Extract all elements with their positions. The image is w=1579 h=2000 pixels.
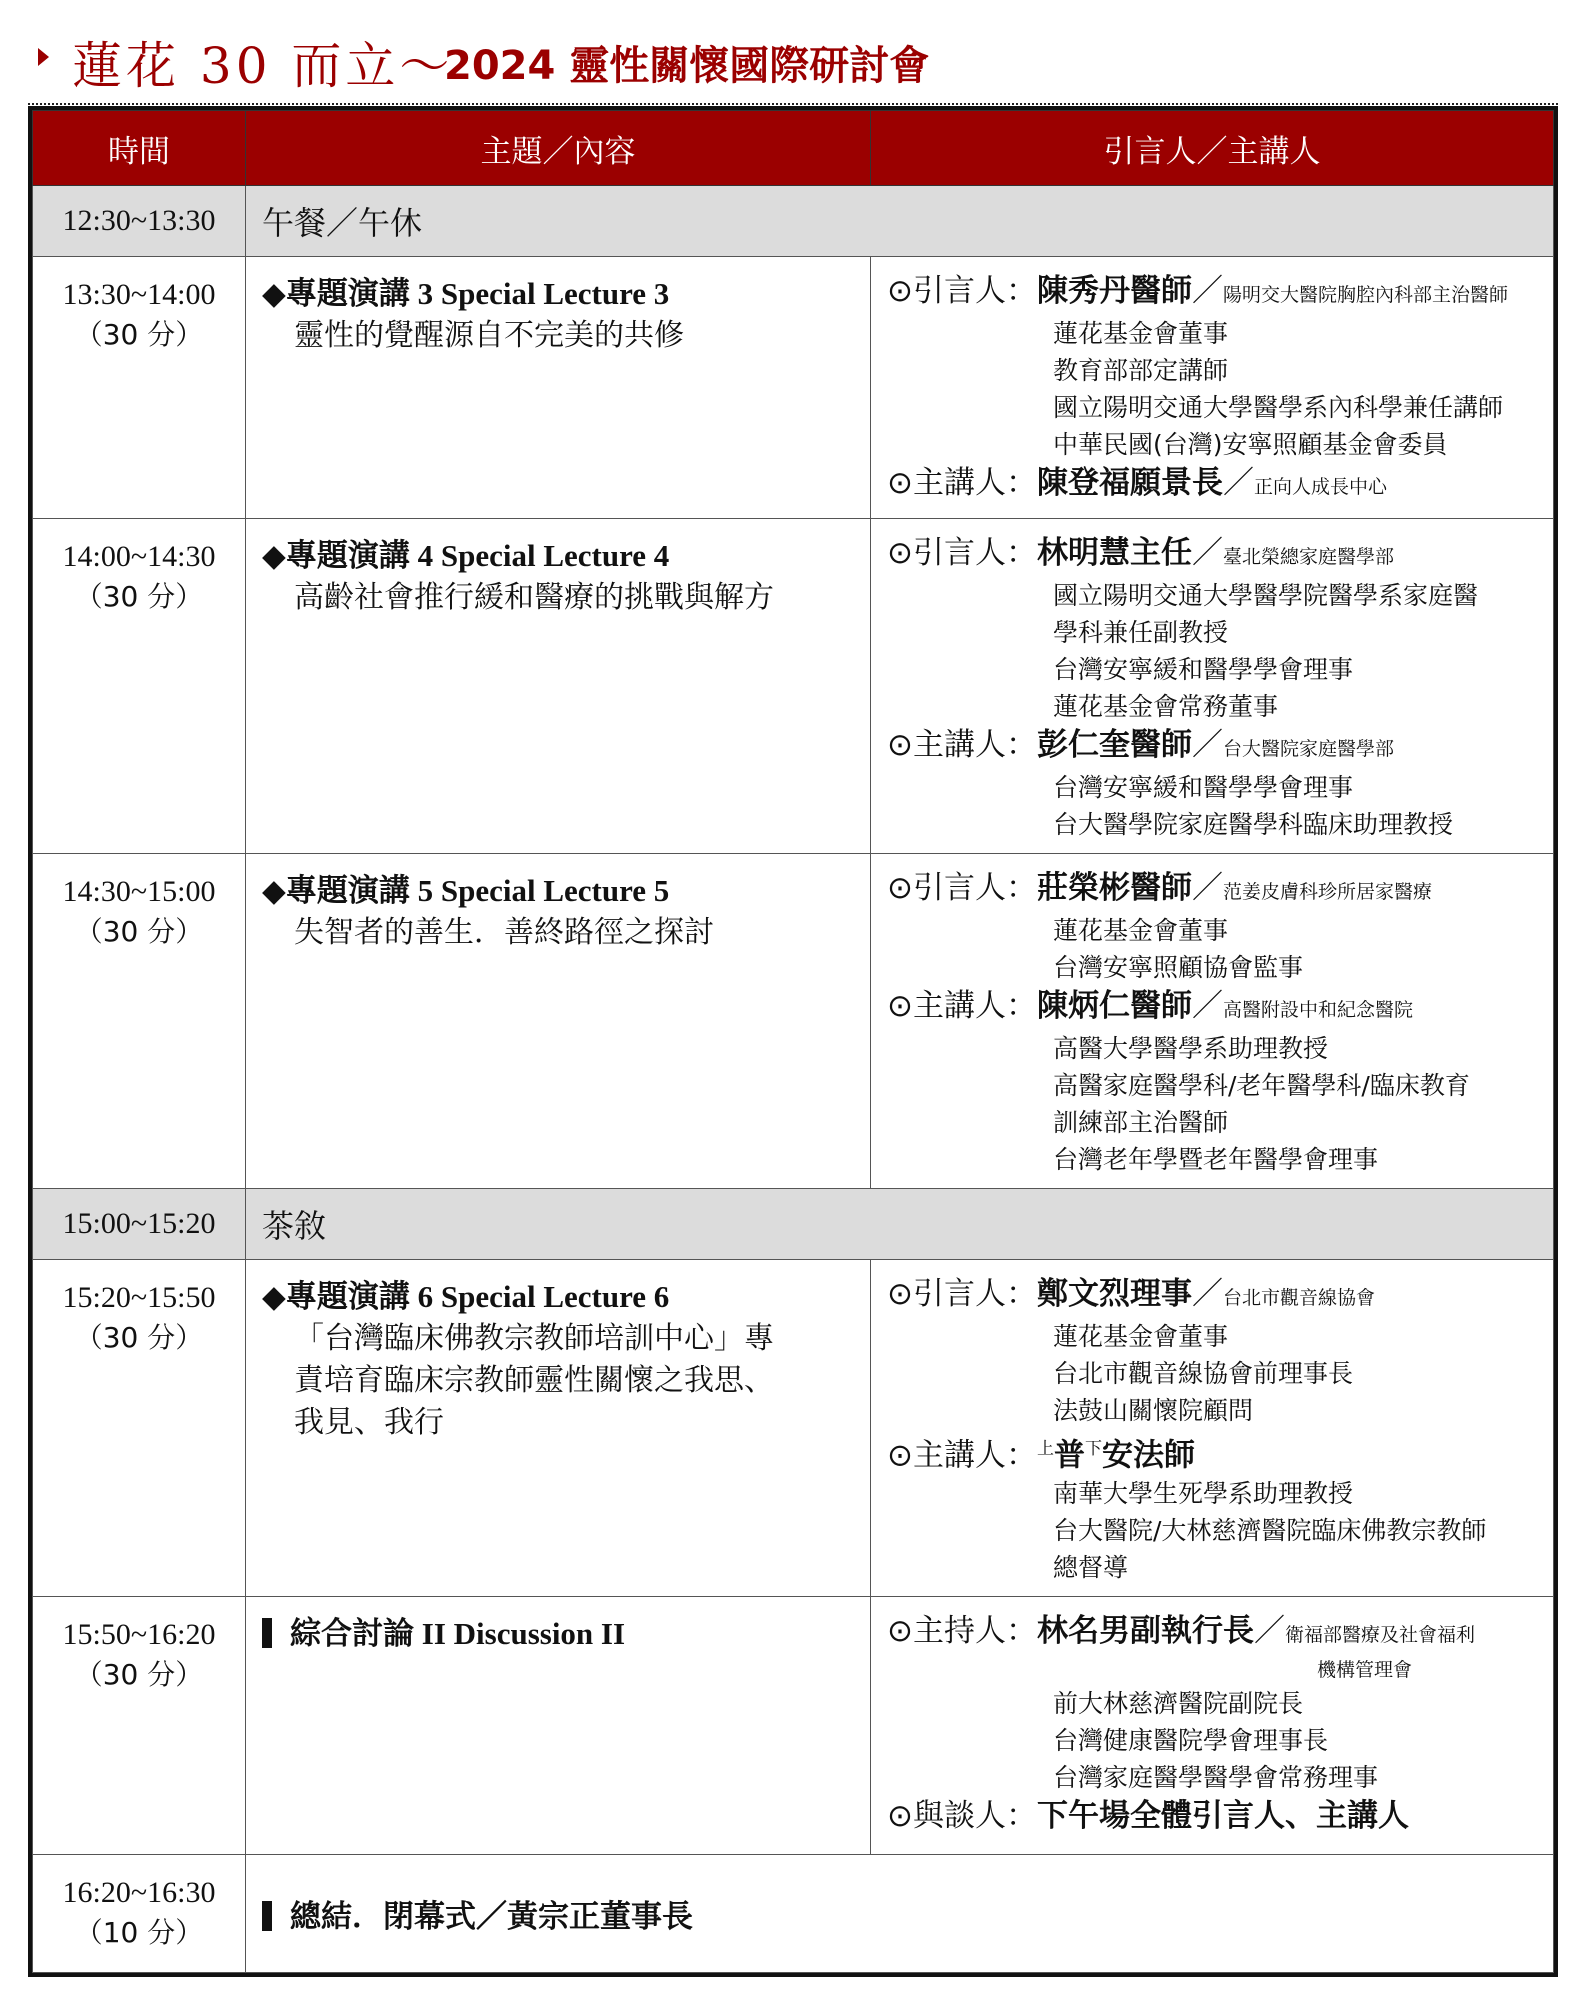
credential: 台灣安寧照顧協會監事 xyxy=(1053,953,1304,982)
person-name: 鄭文烈理事 xyxy=(1036,1276,1192,1312)
topic-cell xyxy=(246,519,871,854)
person-name: 林名男副執行長 xyxy=(1036,1613,1254,1650)
session-row-lecture-5 xyxy=(33,854,1554,1189)
session-row-lecture-6 xyxy=(33,1260,1554,1597)
speaker-line xyxy=(887,463,1543,507)
credential: 台大醫院/大林慈濟醫院臨床佛教宗教師 xyxy=(1053,1516,1487,1546)
diamond-bullet-icon: ◆ xyxy=(262,276,286,311)
speakers-cell xyxy=(871,1597,1554,1855)
topic-heading xyxy=(262,273,858,315)
person-name-part: 普 xyxy=(1053,1437,1085,1474)
session-row-discussion-2 xyxy=(33,1597,1554,1855)
speakers-cell xyxy=(871,257,1554,519)
role-label: ⊙引言人： xyxy=(887,535,1037,571)
affiliation-continued: 機構管理會 xyxy=(1317,1659,1413,1682)
speakers-cell xyxy=(871,854,1554,1189)
speakers-cell xyxy=(871,1260,1554,1597)
break-row-tea xyxy=(33,1189,1554,1260)
topic-subtitle: 失智者的善生．善終路徑之探討 xyxy=(294,915,714,950)
diamond-bullet-icon: ◆ xyxy=(262,1279,286,1314)
topic-heading xyxy=(262,535,858,577)
person-name: 莊榮彬醫師 xyxy=(1036,870,1192,906)
topic-heading-cjk: 綜合討論 xyxy=(290,1616,414,1653)
credential: 蓮花基金會董事 xyxy=(1053,319,1229,348)
affiliation: 台大醫院家庭醫學部 xyxy=(1222,738,1394,760)
topic-heading-cjk: 專題演講 xyxy=(285,1279,410,1315)
page-header xyxy=(34,20,1554,95)
person-name: 林明慧主任 xyxy=(1036,535,1192,571)
duration: （30 分） xyxy=(74,318,204,351)
topic-heading-en: 4 Special Lecture 4 xyxy=(409,538,670,573)
name-separator: ／ xyxy=(1191,988,1223,1024)
topic-heading xyxy=(262,1613,858,1655)
break-title: 茶敘 xyxy=(246,1189,1554,1260)
diamond-bullet-icon: ◆ xyxy=(262,538,286,573)
person-name: 陳登福願景長 xyxy=(1036,465,1223,501)
credential: 台北市觀音線協會前理事長 xyxy=(1053,1359,1354,1388)
topic-subtitle: 我見、我行 xyxy=(294,1405,444,1440)
role-label: ⊙主講人： xyxy=(887,1437,1037,1474)
duration: （30 分） xyxy=(74,580,204,613)
credential: 蓮花基金會董事 xyxy=(1053,1322,1229,1351)
role-label: ⊙引言人： xyxy=(887,273,1037,309)
name-prefix-up: 上 xyxy=(1036,1439,1054,1459)
time-cell xyxy=(33,519,246,854)
topic-subtitle: 責培育臨床宗教師靈性關懷之我思、 xyxy=(294,1363,774,1398)
column-header-speakers: 引言人／主講人 xyxy=(871,111,1554,186)
topic-heading-cjk: 專題演講 xyxy=(285,873,410,909)
triangle-marker-icon xyxy=(38,48,49,66)
break-title: 午餐／午休 xyxy=(246,186,1554,257)
speaker-line xyxy=(887,986,1543,1030)
credential: 高醫大學醫學系助理教授 xyxy=(1053,1034,1329,1063)
topic-heading-en: 6 Special Lecture 6 xyxy=(409,1279,670,1314)
page-title: 2024 靈性關懷國際研討會 xyxy=(444,43,930,89)
person-name-part: 安法師 xyxy=(1101,1437,1195,1474)
credential: 總督導 xyxy=(1053,1553,1129,1583)
time-range: 15:20~15:50 xyxy=(62,1281,216,1314)
header-script-text: 蓮花 30 而立～ xyxy=(72,37,454,95)
topic-heading xyxy=(262,870,858,912)
closing-title-cell xyxy=(246,1855,1554,1973)
topic-subtitle: 「台灣臨床佛教宗教師培訓中心」專 xyxy=(294,1321,774,1356)
affiliation: 台北市觀音線協會 xyxy=(1222,1287,1375,1309)
time-cell xyxy=(33,1855,246,1973)
name-separator: ／ xyxy=(1253,1613,1285,1650)
credential: 訓練部主治醫師 xyxy=(1053,1108,1229,1137)
credential: 教育部部定講師 xyxy=(1053,356,1229,385)
affiliation: 高醫附設中和紀念醫院 xyxy=(1222,999,1413,1021)
credential: 南華大學生死學系助理教授 xyxy=(1053,1479,1354,1509)
time-range: 13:30~14:00 xyxy=(62,278,216,311)
name-prefix-down: 下 xyxy=(1084,1439,1102,1459)
duration: （30 分） xyxy=(74,1658,204,1692)
speaker-line xyxy=(887,1429,1543,1475)
session-row-lecture-3 xyxy=(33,257,1554,519)
time-cell xyxy=(33,854,246,1189)
affiliation: 范姜皮膚科珍所居家醫療 xyxy=(1222,881,1432,903)
duration: （30 分） xyxy=(74,1321,204,1354)
moderator-line xyxy=(887,1274,1543,1318)
credential: 台灣健康醫院學會理事長 xyxy=(1053,1726,1329,1756)
name-separator: ／ xyxy=(1191,1276,1223,1312)
time-cell: 12:30~13:30 xyxy=(33,186,246,257)
header-divider xyxy=(28,103,1558,105)
moderator-line xyxy=(887,271,1543,315)
time-cell xyxy=(33,257,246,519)
role-label: ⊙主講人： xyxy=(887,465,1037,501)
moderator-line xyxy=(887,533,1543,577)
topic-cell xyxy=(246,1597,871,1855)
session-row-closing xyxy=(33,1855,1554,1973)
closing-title: 總結．閉幕式／黃宗正董事長 xyxy=(290,1899,693,1936)
credential: 台大醫學院家庭醫學科臨床助理教授 xyxy=(1053,810,1454,839)
role-label: ⊙主講人： xyxy=(887,988,1037,1024)
credential: 國立陽明交通大學醫學院醫學系家庭醫 xyxy=(1053,581,1479,610)
panelist-line xyxy=(887,1796,1543,1836)
name-separator: ／ xyxy=(1191,535,1223,571)
topic-heading-en: 3 Special Lecture 3 xyxy=(409,276,670,311)
credential: 台灣安寧緩和醫學學會理事 xyxy=(1053,773,1354,802)
time-cell xyxy=(33,1260,246,1597)
topic-heading xyxy=(262,1276,858,1318)
speaker-line xyxy=(887,725,1543,769)
credential: 台灣安寧緩和醫學學會理事 xyxy=(1053,655,1354,684)
duration: （30 分） xyxy=(74,915,204,948)
duration: （10 分） xyxy=(74,1916,204,1950)
time-range: 14:30~15:00 xyxy=(62,875,216,908)
topic-subtitle: 靈性的覺醒源自不完美的共修 xyxy=(294,318,684,353)
affiliation: 臺北榮總家庭醫學部 xyxy=(1222,546,1394,568)
host-line xyxy=(887,1611,1543,1655)
name-separator: ／ xyxy=(1191,273,1223,309)
topic-heading-cjk: 專題演講 xyxy=(285,276,410,312)
role-label: ⊙主持人： xyxy=(887,1613,1037,1650)
column-header-time: 時間 xyxy=(33,111,246,186)
role-label: ⊙引言人： xyxy=(887,1276,1037,1312)
name-separator: ／ xyxy=(1191,727,1223,763)
schedule-table xyxy=(28,106,1558,1977)
credential: 中華民國(台灣)安寧照顧基金會委員 xyxy=(1053,430,1448,459)
topic-cell xyxy=(246,1260,871,1597)
break-row-lunch xyxy=(33,186,1554,257)
speakers-cell xyxy=(871,519,1554,854)
credential: 高醫家庭醫學科/老年醫學科/臨床教育 xyxy=(1053,1071,1470,1100)
topic-heading-en: 5 Special Lecture 5 xyxy=(409,873,670,908)
credential: 國立陽明交通大學醫學系內科學兼任講師 xyxy=(1053,393,1504,422)
person-name: 彭仁奎醫師 xyxy=(1036,727,1192,763)
credential: 法鼓山關懷院顧問 xyxy=(1053,1396,1254,1425)
topic-cell xyxy=(246,257,871,519)
credential: 台灣老年學暨老年醫學會理事 xyxy=(1053,1145,1379,1174)
topic-heading-en: II Discussion II xyxy=(414,1616,626,1652)
block-bullet-icon xyxy=(262,1901,272,1931)
table-header-row xyxy=(33,111,1554,186)
affiliation: 衛福部醫療及社會福利 xyxy=(1284,1624,1475,1647)
moderator-line xyxy=(887,868,1543,912)
affiliation: 正向人成長中心 xyxy=(1253,476,1387,498)
person-name: 陳秀丹醫師 xyxy=(1036,273,1192,309)
credential: 蓮花基金會董事 xyxy=(1053,916,1229,945)
time-range: 16:20~16:30 xyxy=(62,1876,216,1910)
affiliation: 陽明交大醫院胸腔內科部主治醫師 xyxy=(1222,284,1508,306)
time-cell: 15:00~15:20 xyxy=(33,1189,246,1260)
session-row-lecture-4 xyxy=(33,519,1554,854)
time-range: 14:00~14:30 xyxy=(62,540,216,573)
person-name: 下午場全體引言人、主講人 xyxy=(1036,1798,1409,1835)
name-separator: ／ xyxy=(1191,870,1223,906)
topic-heading-cjk: 專題演講 xyxy=(285,538,410,574)
topic-cell xyxy=(246,854,871,1189)
role-label: ⊙與談人： xyxy=(887,1798,1037,1835)
name-separator: ／ xyxy=(1222,465,1254,501)
credential: 蓮花基金會常務董事 xyxy=(1053,692,1279,721)
time-cell xyxy=(33,1597,246,1855)
time-range: 15:50~16:20 xyxy=(62,1618,216,1652)
role-label: ⊙引言人： xyxy=(887,870,1037,906)
credential: 學科兼任副教授 xyxy=(1053,618,1229,647)
diamond-bullet-icon: ◆ xyxy=(262,873,286,908)
role-label: ⊙主講人： xyxy=(887,727,1037,763)
block-bullet-icon xyxy=(262,1618,272,1648)
person-name: 陳炳仁醫師 xyxy=(1036,988,1192,1024)
credential: 台灣家庭醫學醫學會常務理事 xyxy=(1053,1763,1379,1793)
column-header-topic: 主題／內容 xyxy=(246,111,871,186)
credential: 前大林慈濟醫院副院長 xyxy=(1053,1689,1304,1719)
topic-subtitle: 高齡社會推行緩和醫療的挑戰與解方 xyxy=(294,580,774,615)
